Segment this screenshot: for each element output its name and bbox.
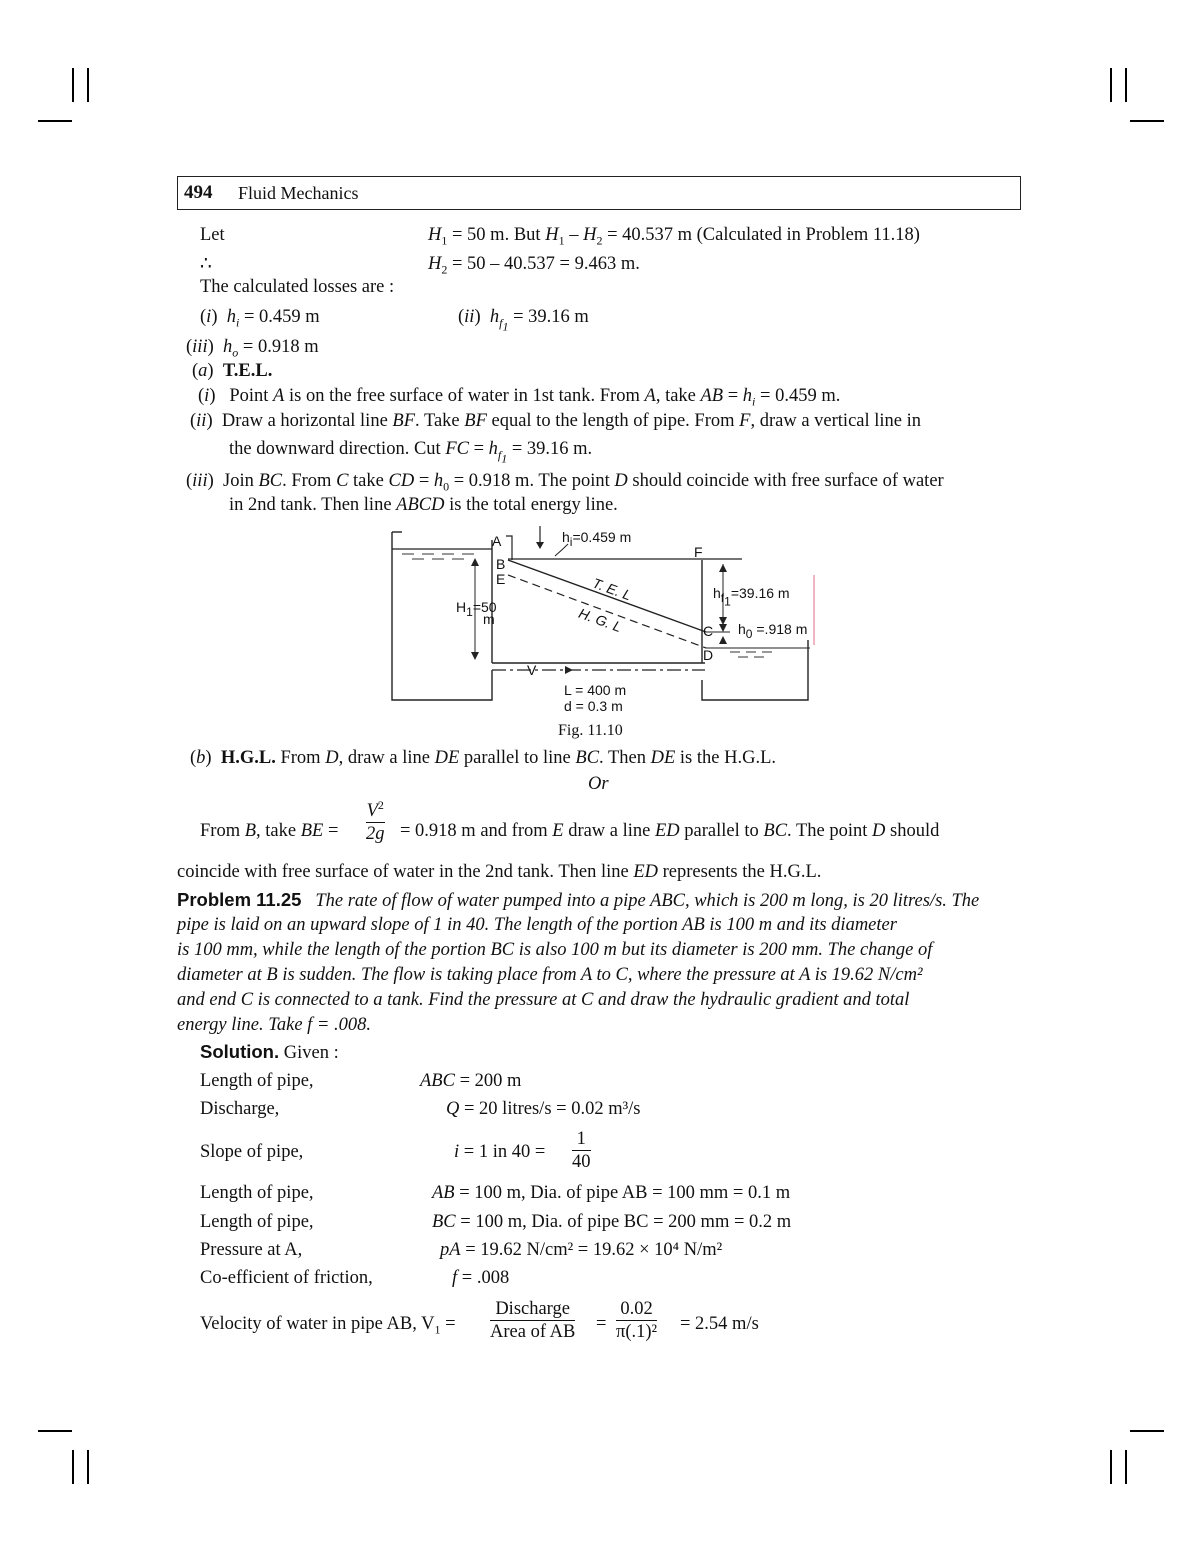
velocity-head-fraction: $\frac{V^2}{2g}$	[366, 797, 385, 844]
loss-3: (iii) $h_o = 0.918$ m	[186, 337, 319, 360]
problem-line-6: energy line. Take f = .008.	[177, 1015, 372, 1035]
velocity-label: Velocity of water in pipe AB, $V_1$ =	[200, 1314, 456, 1337]
let-label: Let	[200, 225, 225, 245]
given-symbol: Q = 20 litres/s = 0.02 m³/s	[446, 1099, 641, 1119]
crop-mark	[72, 1450, 74, 1484]
fig-label-h0: $h_0 =.918$ m	[738, 621, 808, 641]
given-symbol: AB = 100 m, Dia. of pipe AB = 100 mm = 0.1 m	[432, 1183, 791, 1203]
tel-step-2a: (ii) Draw a horizontal line BF. Take BF equal to the length of pipe. From F, draw a vertical line in	[190, 411, 922, 431]
problem-line-1: Problem 11.25 The rate of flow of water pumped into a pipe ABC, which is 200 m long, is 20 litres/s. The	[177, 889, 980, 911]
crop-mark	[1125, 68, 1127, 102]
crop-mark	[1130, 1430, 1164, 1432]
crop-mark	[1110, 1450, 1112, 1484]
tel-heading: (a) T.E.L.	[192, 361, 273, 381]
given-symbol: ABC = 200 m	[420, 1071, 522, 1091]
fig-label-h1-unit: m	[483, 611, 495, 627]
hgl-line-2a: From B, take BE =	[200, 821, 339, 841]
tel-step-1: (i) Point A is on the free surface of water in 1st tank. From A, take AB = $h_i = 0.459$ m.	[198, 386, 841, 409]
problem-line-3: is 100 mm, while the length of the portion BC is also 100 m but its diameter is 200 mm. The change of	[177, 940, 933, 960]
page-header	[177, 176, 1021, 210]
fig-label-b: B	[496, 556, 506, 572]
loss-1: (i) $h_i = 0.459$ m	[200, 307, 320, 330]
page-number: 494	[184, 182, 213, 203]
crop-mark	[38, 1430, 72, 1432]
fig-label-diameter: d = 0.3 m	[564, 698, 623, 714]
slope-fraction: $\frac{1}{40}$	[572, 1129, 591, 1172]
fig-label-hi: $h_i=0.459$ m	[562, 529, 632, 549]
tel-step-3a: (iii) Join BC. From C take CD = $h_0 = 0.918$ m. The point D should coincide with free surface of water	[186, 471, 944, 494]
crop-mark	[72, 68, 74, 102]
given-label: Co-efficient of friction,	[200, 1268, 373, 1288]
hgl-line-3: coincide with free surface of water in the 2nd tank. Then line ED represents the H.G.L.	[177, 862, 822, 882]
or-label: Or	[588, 774, 609, 794]
water-ripples-2	[730, 652, 772, 657]
crop-mark	[1110, 68, 1112, 102]
hgl-line-2b: = 0.918 m and from E draw a line ED parallel to BC. The point D should	[400, 821, 940, 841]
given-label: Discharge,	[200, 1099, 280, 1119]
crop-mark	[1125, 1450, 1127, 1484]
solution-heading: Solution. Given :	[200, 1041, 339, 1063]
problem-line-5: and end C is connected to a tank. Find the pressure at C and draw the hydraulic gradient and total	[177, 990, 910, 1010]
book-title: Fluid Mechanics	[238, 183, 359, 203]
crop-mark	[87, 68, 89, 102]
fig-label-v: V	[527, 662, 537, 678]
water-ripples-1	[402, 554, 474, 559]
fig-label-c: C	[703, 623, 714, 639]
velocity-fraction-1: $\frac{\text{Discharge}}{\text{Area of AB}}$	[490, 1299, 576, 1342]
given-label: Length of pipe,	[200, 1071, 314, 1091]
given-symbol: pA = 19.62 N/cm² = 19.62 × 10⁴ N/m²	[440, 1240, 723, 1260]
given-symbol: BC = 100 m, Dia. of pipe BC = 200 mm = 0.2 m	[432, 1212, 792, 1232]
given-label: Length of pipe,	[200, 1183, 314, 1203]
fig-label-f: F	[694, 544, 703, 560]
fig-label-a: A	[492, 533, 502, 549]
fig-label-hgl: H. G. L	[576, 604, 624, 636]
crop-mark	[38, 120, 72, 122]
therefore-symbol: ∴	[200, 254, 212, 274]
hgl-line-1: (b) H.G.L. From D, draw a line DE parallel to line BC. Then DE is the H.G.L.	[190, 748, 776, 768]
crop-mark	[87, 1450, 89, 1484]
velocity-fraction-2: $\frac{0.02}{\text{π(.1)²}}$	[616, 1299, 658, 1342]
given-symbol: i = 1 in 40 =	[454, 1142, 546, 1162]
given-label: Pressure at A,	[200, 1240, 303, 1260]
problem-line-2: pipe is laid on an upward slope of 1 in 40. The length of the portion AB is 100 m and its diameter	[177, 915, 897, 935]
losses-heading: The calculated losses are :	[200, 277, 395, 297]
fig-label-length: L = 400 m	[564, 682, 627, 698]
given-symbol: f = .008	[452, 1268, 510, 1288]
fig-label-h1: $H_1=50$	[456, 599, 497, 619]
fig-label-hf: $h_{f_1}=39.16$ m	[713, 585, 790, 609]
tel-step-2b: the downward direction. Cut FC = $h_{f_1} = 39.16$ m.	[229, 439, 593, 466]
intro-line-1: $H_1 = 50$ m. But $H_1 - H_2 = 40.537$ m (Calculated in Problem 11.18)	[428, 225, 920, 248]
crop-mark	[1130, 120, 1164, 122]
fig-label-e: E	[496, 571, 506, 587]
fig-label-d: D	[703, 647, 714, 663]
fig-label-tel: T. E. L	[590, 574, 634, 604]
problem-line-4: diameter at B is sudden. The flow is taking place from A to C, where the pressure at A is 19.62 N/cm²	[177, 965, 923, 985]
tank-2-outline	[702, 640, 808, 700]
tel-step-3b: in 2nd tank. Then line ABCD is the total energy line.	[229, 495, 618, 515]
figure-caption: Fig. 11.10	[558, 722, 623, 739]
intro-line-2: $H_2 = 50 - 40.537 = 9.463$ m.	[428, 254, 640, 277]
given-label: Length of pipe,	[200, 1212, 314, 1232]
velocity-result: = 2.54 m/s	[680, 1314, 759, 1334]
equals-sign: =	[596, 1314, 607, 1334]
loss-2: (ii) $h_{f_1} = 39.16$ m	[458, 307, 589, 334]
given-label: Slope of pipe,	[200, 1142, 304, 1162]
